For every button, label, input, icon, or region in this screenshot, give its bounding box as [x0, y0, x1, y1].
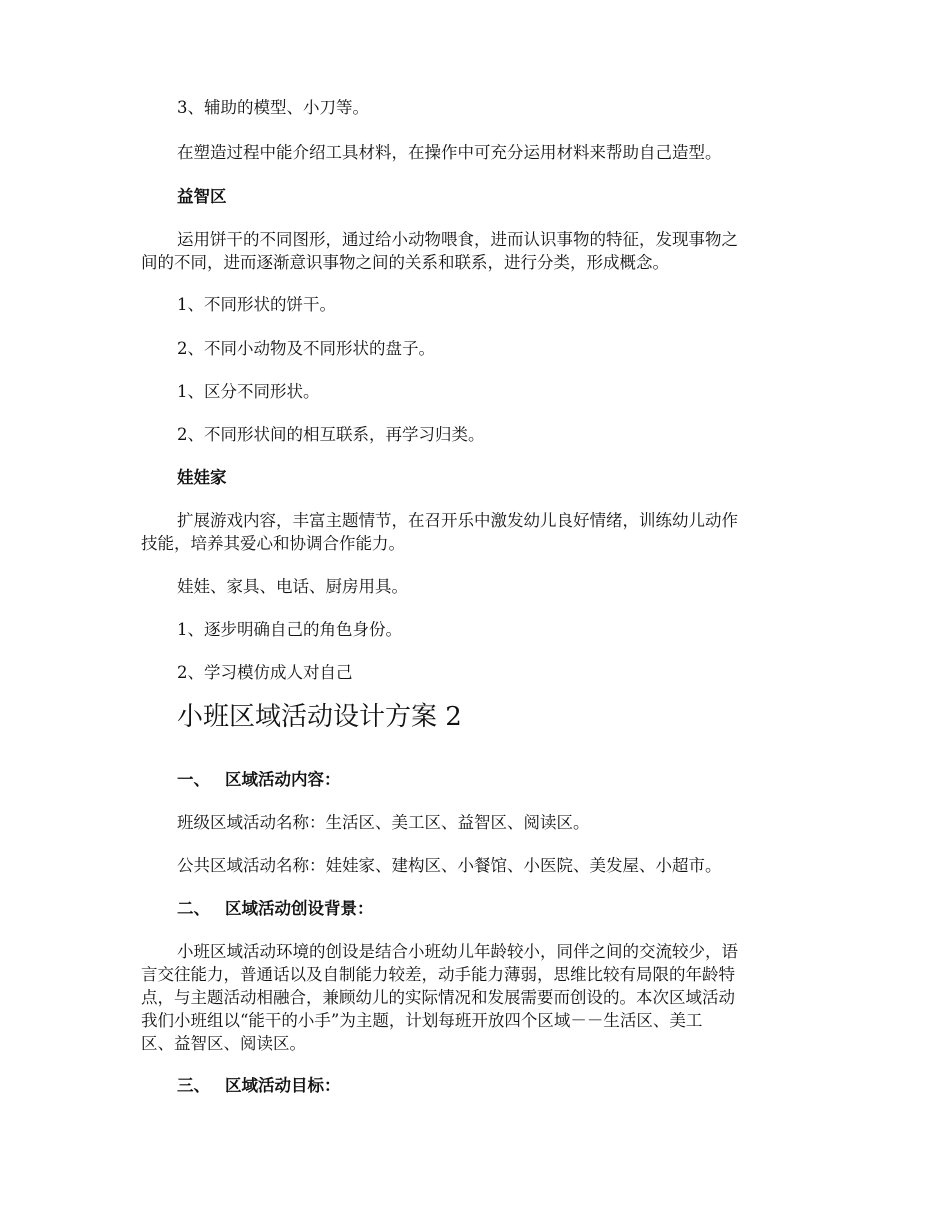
paragraph: [141, 940, 811, 1055]
paragraph-line: 言交往能力，普通话以及自制能力较差，动手能力薄弱，思维比较有局限的年龄特: [141, 965, 735, 984]
paragraph: 在塑造过程中能介绍工具材料，在操作中可充分运用材料来帮助自己造型。: [177, 143, 722, 162]
heading-number: 三、: [177, 1076, 210, 1095]
paragraph-line: 间的不同，进而逐渐意识事物之间的关系和联系，进行分类，形成概念。: [141, 253, 669, 272]
list-item: 3、辅助的模型、小刀等。: [177, 98, 369, 117]
paragraph-line: 点，与主题活动相融合，兼顾幼儿的实际情况和发展需要而创设的。本次区域活动: [141, 988, 735, 1007]
paragraph-line: 扩展游戏内容，丰富主题情节，在召开乐中激发幼儿良好情绪，训练幼儿动作: [177, 511, 738, 530]
paragraph-line: 小班区域活动环境的创设是结合小班幼儿年龄较小，同伴之间的交流较少，语: [177, 942, 738, 961]
paragraph-line: 区、益智区、阅读区。: [141, 1034, 306, 1053]
paragraph-line: 我们小班组以“能干的小手”为主题，计划每班开放四个区域－－生活区、美工: [141, 1011, 703, 1030]
paragraph-line: 运用饼干的不同图形，通过给小动物喂食，进而认识事物的特征，发现事物之: [177, 230, 738, 249]
list-item: 娃娃、家具、电话、厨房用具。: [177, 577, 408, 596]
paragraph: 公共区域活动名称：娃娃家、建构区、小餐馆、小医院、美发屋、小超市。: [177, 856, 722, 875]
paragraph-line: 技能，培养其爱心和协调合作能力。: [141, 534, 405, 553]
list-item: 1、逐步明确自己的角色身份。: [177, 620, 402, 639]
list-item: 2、学习模仿成人对自己: [177, 663, 353, 682]
heading-text: 区域活动创设背景：: [225, 899, 374, 918]
list-item: 2、不同小动物及不同形状的盘子。: [177, 339, 435, 358]
paragraph: [141, 228, 811, 274]
heading-text: 区域活动内容：: [225, 770, 341, 789]
subheading-wawa: 娃娃家: [177, 468, 227, 487]
list-item: 2、不同形状间的相互联系，再学习归类。: [177, 425, 485, 444]
heading-number: 一、: [177, 770, 210, 789]
subheading-yizhi: 益智区: [177, 187, 227, 206]
heading-text: 区域活动目标：: [225, 1076, 341, 1095]
list-item: 1、区分不同形状。: [177, 382, 320, 401]
paragraph: [141, 509, 811, 555]
numbered-heading: [177, 1074, 341, 1097]
numbered-heading: [177, 897, 374, 920]
section-title: 小班区域活动设计方案 2: [177, 702, 462, 732]
list-item: 1、不同形状的饼干。: [177, 295, 336, 314]
numbered-heading: [177, 768, 341, 791]
paragraph: 班级区域活动名称：生活区、美工区、益智区、阅读区。: [177, 813, 590, 832]
heading-number: 二、: [177, 899, 210, 918]
